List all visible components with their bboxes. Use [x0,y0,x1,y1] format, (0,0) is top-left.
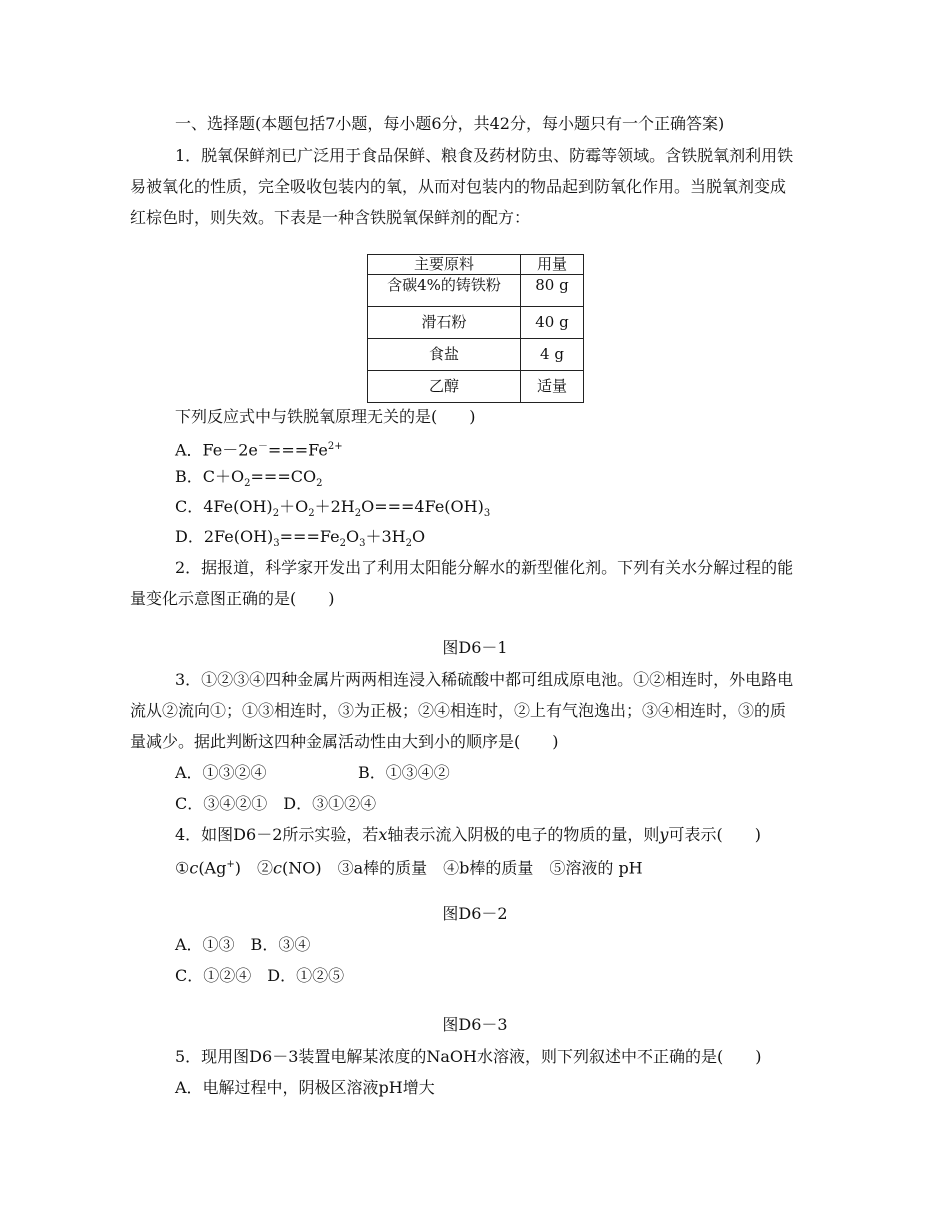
figure-caption-d6-1: 图D6－1 [442,638,508,657]
table-row [368,307,584,339]
q1-line-1: 1．脱氧保鲜剂已广泛用于食品保鲜、粮食及药材防虫、防霉等领域。含铁脱氧剂利用铁 [175,146,794,165]
table-cell-material: 食盐 [368,339,521,371]
q4-items: ①c(Ag+) ②c(NO) ③a棒的质量 ④b棒的质量 ⑤溶液的 pH [175,858,643,878]
q3-line-2: 流从②流向①；①③相连时，③为正极；②④相连时，②上有气泡逸出；③④相连时，③的质 [130,701,787,720]
figure-caption-d6-2: 图D6－2 [442,904,508,923]
q1-line-2: 易被氧化的性质，完全吸收包装内的氧，从而对包装内的物品起到防氧化作用。当脱氧剂变成 [130,177,787,196]
q1-option-c: C．$4Fe(OH)_2+O_2+2H_2O===4Fe(OH)_3$ [175,497,491,520]
figure-caption-d6-3: 图D6－3 [442,1015,508,1034]
table-header-amount: 用量 [521,255,584,275]
q1-stem: 下列反应式中与铁脱氧原理无关的是( ) [175,407,476,426]
q3-option-a: A．①③②④ [175,763,267,782]
q3-line-1: 3．①②③④四种金属片两两相连浸入稀硫酸中都可组成原电池。①②相连时，外电路电 [175,670,794,689]
q5-option-a: A．电解过程中，阴极区溶液pH增大 [175,1078,435,1097]
q1-option-b: B．$C+O_2===CO_2$ [175,467,323,490]
table-row [368,275,584,307]
q1-line-3: 红棕色时，则失效。下表是一种含铁脱氧保鲜剂的配方： [130,208,531,227]
q1-option-d: D．$2Fe(OH)_3===Fe_2O_3+3H_2O$ [175,527,426,550]
recipe-table [367,254,584,403]
q3-option-b: B．①③④② [358,763,450,782]
table-cell-amount: 4 g [521,339,584,371]
q3-options-cd: C．③④②① D．③①②④ [175,794,377,813]
table-header-material: 主要原料 [368,255,521,275]
q3-line-3: 量减少。据此判断这四种金属活动性由大到小的顺序是( ) [130,732,559,751]
table-cell-material: 乙醇 [368,371,521,403]
q1-option-a: A．$Fe-2e^-===Fe^{2+}$ [175,440,343,460]
table-cell-amount: 适量 [521,371,584,403]
section-title: 一、选择题(本题包括7小题，每小题6分，共42分，每小题只有一个正确答案) [175,114,725,133]
table-cell-material: 含碳4%的铸铁粉 [368,275,521,307]
table-cell-amount: 40 g [521,307,584,339]
q4-options-ab: A．①③ B．③④ [175,935,311,954]
table-row [368,339,584,371]
q2-line-2: 量变化示意图正确的是( ) [130,589,335,608]
q4-stem: 4．如图D6－2所示实验，若x轴表示流入阴极的电子的物质的量，则y可表示( ) [175,825,761,844]
q5-stem: 5．现用图D6－3装置电解某浓度的NaOH水溶液，则下列叙述中不正确的是( ) [175,1047,762,1066]
table-header-row [368,255,584,275]
table-row [368,371,584,403]
table-cell-amount: 80 g [521,275,584,307]
table-cell-material: 滑石粉 [368,307,521,339]
q4-options-cd: C．①②④ D．①②⑤ [175,966,345,985]
q2-line-1: 2．据报道，科学家开发出了利用太阳能分解水的新型催化剂。下列有关水分解过程的能 [175,558,794,577]
